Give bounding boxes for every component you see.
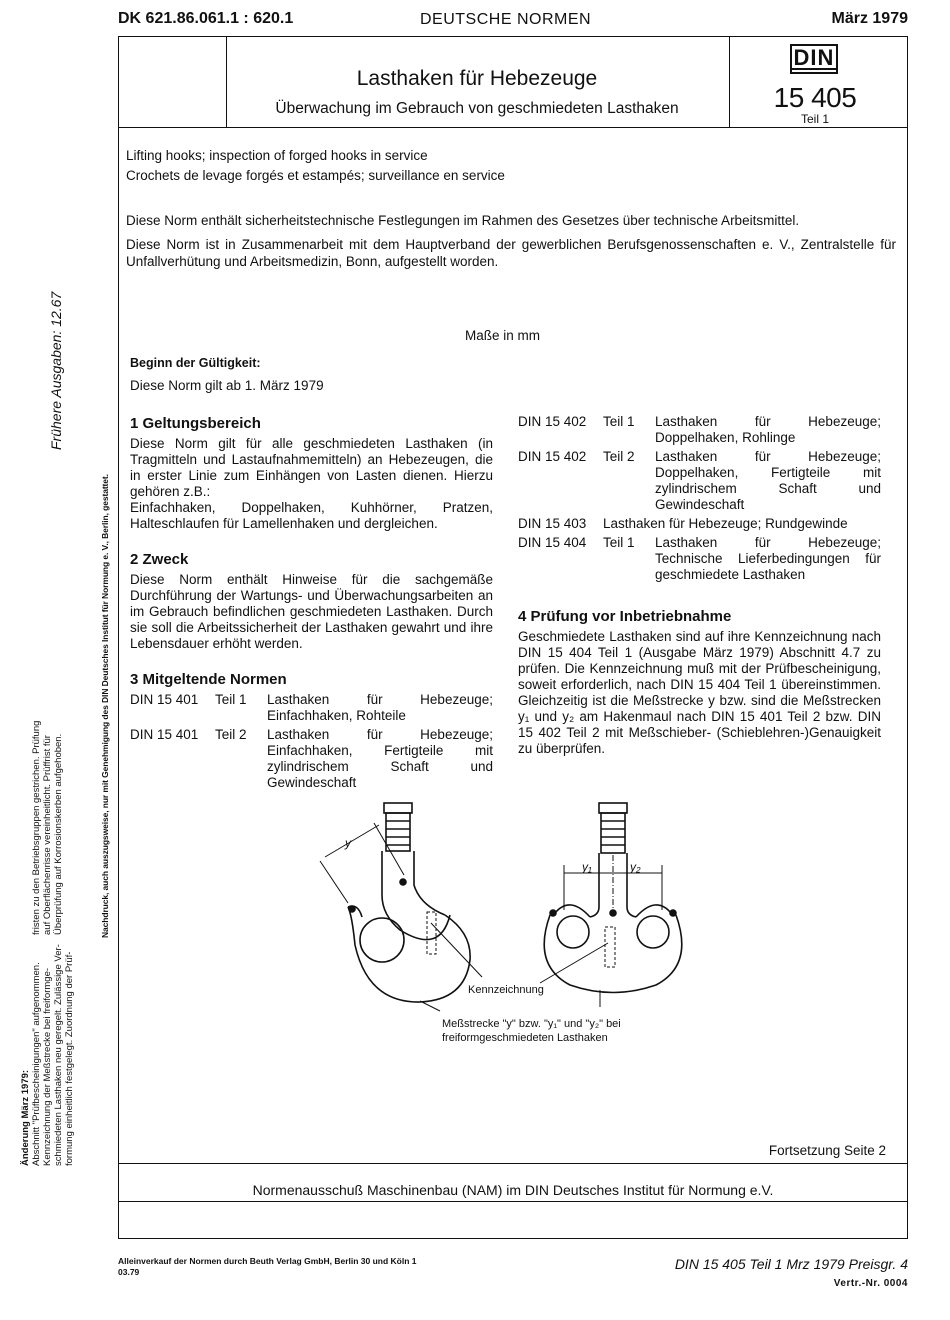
label-y: y [345,836,351,850]
left-column [130,415,493,794]
double-hook-left-mouth [557,916,589,948]
reference-title: Lasthaken für Hebezeuge; Technische Lieferbedingungen für geschmiedete Lasthaken [655,535,881,582]
title-english: Lifting hooks; inspection of forged hooks in service [126,148,428,163]
change-note: Überprüfung auf Korrosionskerben aufgehoben. [53,733,64,935]
reference-title: Lasthaken für Hebezeuge; Einfachhaken, Rohteile [267,692,493,723]
intro-paragraph-2: Diese Norm ist in Zusammenarbeit mit dem Hauptverband der gewerblichen Berufsgenossenschaften e. V., Zentralstelle für Unfallverhütung und Arbeitsmedizin, Bonn, aufgestellt worden. [126,237,896,269]
reference-part: Teil 1 [215,692,247,707]
reference-title: Lasthaken für Hebezeuge; Rundgewinde [603,516,848,531]
change-note: fristen zu den Betriebsgruppen gestrichen. Prüfung [31,720,42,935]
reference-entry [130,727,493,791]
footer-top-rule [119,1163,907,1164]
reprint-notice: Nachdruck, auch auszugsweise, nur mit Genehmigung des DIN Deutsches Institut für Normung e. V., Berlin, gestattet. [100,474,110,938]
reference-entry [130,692,493,724]
reference-title: Lasthaken für Hebezeuge; Doppelhaken, Rohlinge [655,414,881,445]
hook-figure [300,795,720,1055]
double-hook-left-arm [555,905,590,917]
reference-number: DIN 15 403 [518,516,587,531]
section-4 [518,608,881,757]
intro-paragraph-1: Diese Norm enthält sicherheitstechnische Festlegungen im Rahmen des Gesetzes über technische Arbeitsmittel. [126,213,800,228]
reference-entry [518,535,881,583]
title-french: Crochets de levage forgés et estampés; surveillance en service [126,168,505,183]
title-right-divider [729,37,730,127]
measure-point [550,910,556,916]
din-logo-underline [790,68,838,70]
reference-number: DIN 15 401 [130,727,199,742]
change-note: schmiedeten Lasthaken neu geregelt. Zulässige Ver- [53,944,64,1166]
figure-caption-line-1: Meßstrecke "y" bzw. "y₁" und "y₂" bei [442,1018,621,1030]
single-hook-thread-top [384,803,412,813]
change-note: Kennzeichnung der Meßstrecke bei freiformge- [42,967,53,1166]
reference-part: Teil 2 [215,727,247,742]
double-hook-right-mouth [637,916,669,948]
label-y1: y₁ [582,860,592,874]
single-hook-inner-shank [414,851,445,915]
din-number: 15 405 [773,82,857,113]
double-hook-thread [601,813,625,853]
sales-note: Alleinverkauf der Normen durch Beuth Verlag GmbH, Berlin 30 und Köln 1 [118,1256,417,1266]
measure-point [670,910,676,916]
change-heading: Änderung März 1979: [20,1069,31,1166]
single-hook-outer-shank [382,851,450,940]
section-3-heading: 3 Mitgeltende Normen [130,671,287,688]
section-1-heading: 1 Geltungsbereich [130,415,261,432]
reference-number: DIN 15 401 [130,692,199,707]
reference-number: DIN 15 402 [518,414,587,429]
change-note: Abschnitt "Prüfbescheinigungen" aufgenommen. [31,962,42,1166]
reference-part: Teil 2 [603,449,635,464]
leader-line [420,1001,440,1011]
distribution-number: Vertr.-Nr. 0004 [833,1278,908,1289]
section-1-paragraph-2: Einfachhaken, Doppelhaken, Kuhhörner, Pratzen, Halteschlaufen für Lamellenhaken und dergleichen. [130,500,493,531]
reference-number: DIN 15 404 [518,535,587,550]
measure-point [349,906,355,912]
section-1-paragraph-1: Diese Norm gilt für alle geschmiedeten Lasthaken (in Tragmitteln und Lastaufnahmemitteln) an Hebezeugen, die in erster Linie zum Einhängen von Lasten dienen. Hierzu gehören z.B.: [130,436,493,499]
marking-area [427,912,436,954]
din-logo: DIN [790,44,838,74]
series-label: DEUTSCHE NORMEN [420,11,592,28]
continuation-note: Fortsetzung Seite 2 [768,1143,886,1158]
section-4-paragraph: Geschmiedete Lasthaken sind auf ihre Kennzeichnung nach DIN 15 404 Teil 1 (Ausgabe März 1979) Abschnitt 4.7 zu prüfen. Die Kennzeichnung muß mit der Prüfbescheinigung, soweit erforderlich, nach DIN 15 404 Teil 1 übereinstimmen. Gleichzeitig ist die Meßstrecke y bzw. sind die Meßstrecken y₁ und y₂ am Hakenmaul nach DIN 15 401 Teil 2 bzw. DIN 15 402 Teil 2 mit Meßschieber- (Schieblehren-)Genauigkeit zu überprüfen. [518,629,881,756]
dimension-line [320,861,348,903]
issue-date: März 1979 [831,10,908,27]
din-part: Teil 1 [800,112,829,126]
change-note: formung einheitlich festgelegt. Zuordnung der Prüf- [64,951,75,1166]
dk-number: DK 621.86.061.1 : 620.1 [118,10,294,27]
reference-title: Lasthaken für Hebezeuge; Einfachhaken, Fertigteile mit zylindrischem Schaft und Gewindeschaft [267,727,493,790]
earlier-editions: Frühere Ausgaben: 12.67 [48,291,64,450]
validity-heading: Beginn der Gültigkeit: [130,356,261,370]
reference-entry [518,516,881,532]
change-note: auf Oberflächenrisse vereinheitlicht. Prüffrist für [42,735,53,935]
single-hook-mouth [360,918,404,962]
section-2-heading: 2 Zweck [130,551,189,568]
validity-text: Diese Norm gilt ab 1. März 1979 [130,378,324,393]
measure-point [400,879,406,885]
section-4-heading: 4 Prüfung vor Inbetriebnahme [518,608,732,625]
measure-point [610,910,616,916]
leader-line [540,943,608,983]
print-code: 03.79 [118,1267,140,1277]
reference-number: DIN 15 402 [518,449,587,464]
reference-entry [518,414,881,446]
reference-entry [518,449,881,513]
footer-mid-rule [119,1201,907,1202]
footer-reference: DIN 15 405 Teil 1 Mrz 1979 Preisgr. 4 [674,1256,908,1272]
reference-part: Teil 1 [603,535,635,550]
marking-area [605,927,615,967]
double-hook-drawing [544,803,682,993]
label-kennzeichnung: Kennzeichnung [468,984,544,996]
double-hook-thread-top [599,803,627,813]
double-hook-right-arm [636,905,671,917]
figure-caption-line-2: freiformgeschmiedeten Lasthaken [442,1032,608,1044]
right-column [518,414,881,586]
document-subtitle: Überwachung im Gebrauch von geschmiedeten Lasthaken [275,100,679,117]
dimension-line [325,825,379,857]
title-bottom-rule [119,127,907,128]
reference-part: Teil 1 [603,414,635,429]
committee-line: Normenausschuß Maschinenbau (NAM) im DIN Deutsches Institut für Normung e.V. [252,1182,774,1198]
document-title: Lasthaken für Hebezeuge [356,67,598,90]
label-y2: y₂ [630,860,641,874]
dimension-line [374,823,404,875]
section-2-paragraph: Diese Norm enthält Hinweise für die sachgemäße Durchführung der Wartungs- und Überwachungsarbeiten an im Gebrauch befindlichen geschmiedeten Lasthaken. Durch sie soll die Arbeitssicherheit der Lasthaken gewahrt und ihre Lebensdauer erhöht werden. [130,572,493,651]
leader-line [431,923,482,977]
reference-title: Lasthaken für Hebezeuge; Doppelhaken, Fertigteile mit zylindrischem Schaft und Gewindeschaft [655,449,881,512]
units-note: Maße in mm [465,328,541,343]
